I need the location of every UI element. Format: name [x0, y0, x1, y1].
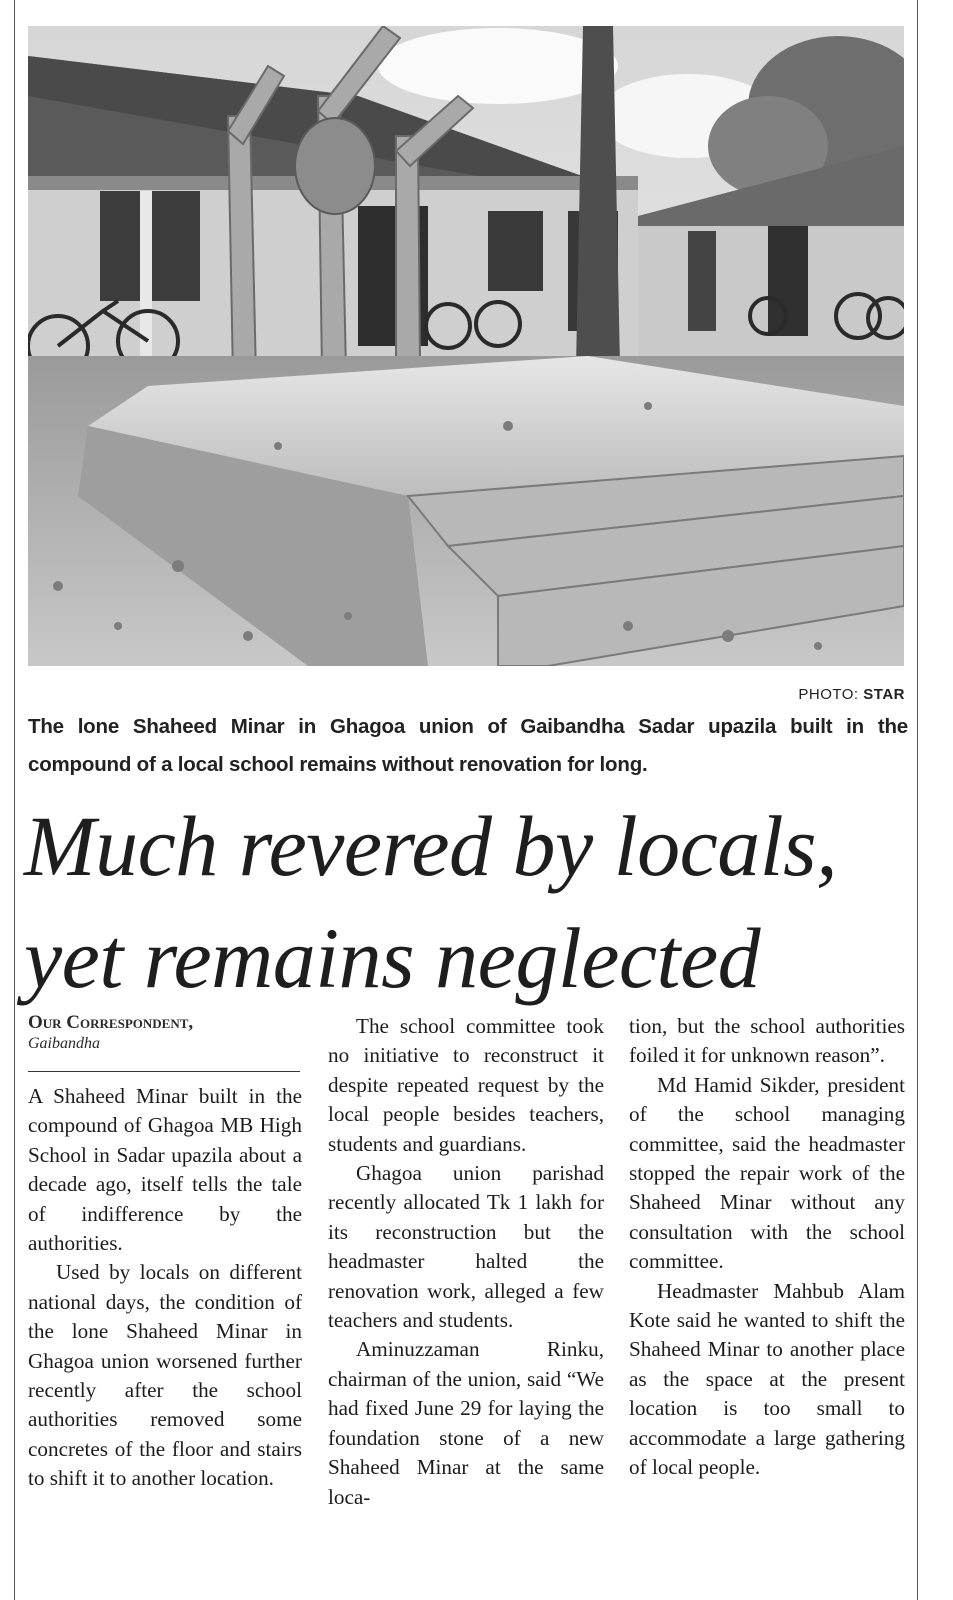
paragraph: Md Hamid Sikder, president of the school managing committee, said the headmaster stopped the repair work of the Shaheed Minar without any consultation with the school committee. — [629, 1072, 905, 1274]
right-clipped-column — [926, 0, 953, 1600]
byline-name: Our Correspondent, — [28, 1012, 194, 1033]
photo-credit — [798, 686, 905, 703]
byline-place: Gaibandha — [28, 1035, 100, 1052]
left-clipped-column — [0, 0, 8, 1600]
photo-credit-source: STAR — [863, 686, 905, 703]
paragraph: Aminuzzaman Rinku, chairman of the union, said “We had fixed June 29 for laying the foundation stone of a new Shaheed Minar at the same loca- — [328, 1337, 604, 1509]
article-column-2 — [328, 1012, 604, 1512]
byline-rule — [28, 1071, 300, 1072]
photo-caption: The lone Shaheed Minar in Ghagoa union of Gaibandha Sadar upazila built in the compound of a local school remains without renovation for long. — [28, 715, 908, 776]
headline — [24, 790, 924, 1014]
shaheed-minar-photo — [28, 26, 904, 666]
left-column-rule — [14, 0, 15, 1600]
paragraph: Used by locals on different national days, the condition of the lone Shaheed Minar in Ghagoa union worsened further recently after the school authorities removed some concretes of the floor and stairs to shift it to another location. — [28, 1260, 302, 1491]
article-photo — [28, 26, 904, 666]
headline-line-2: yet remains neglected — [24, 910, 761, 1006]
paragraph: Headmaster Mahbub Alam Kote said he wanted to shift the Shaheed Minar to another place as the space at the present location is too small to accommodate a large gathering of local people. — [629, 1278, 905, 1480]
paragraph: tion, but the school authorities foiled it for unknown reason”. — [629, 1014, 905, 1068]
article-column-3 — [629, 1012, 905, 1483]
paragraph: The school committee took no initiative to reconstruct it despite repeated request by the local people besides teachers, students and guardians. — [328, 1014, 604, 1156]
photo-credit-prefix: PHOTO: — [798, 686, 859, 703]
paragraph: Ghagoa union parishad recently allocated Tk 1 lakh for its reconstruction but the headmaster halted the renovation work, alleged a few teachers and students. — [328, 1161, 604, 1333]
paragraph: A Shaheed Minar built in the compound of Ghagoa MB High School in Sadar upazila about a decade ago, itself tells the tale of indifference by the authorities. — [28, 1084, 302, 1256]
headline-line-1: Much revered by locals, — [24, 798, 838, 894]
byline — [28, 1012, 300, 1054]
article-column-1 — [28, 1082, 302, 1494]
